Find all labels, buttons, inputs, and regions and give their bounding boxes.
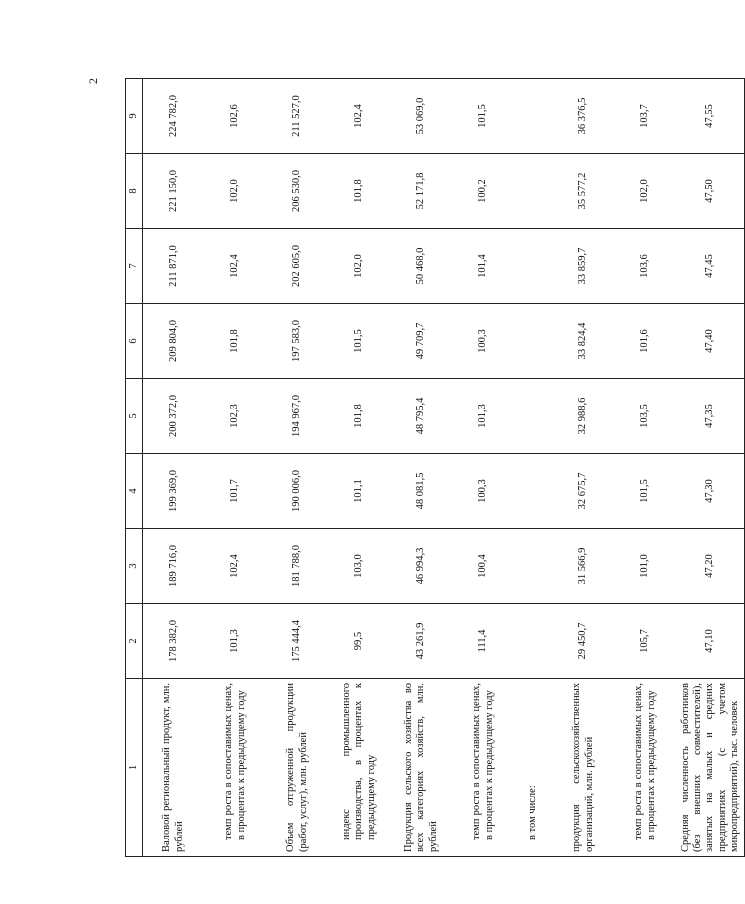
- table-cell: [515, 79, 553, 154]
- table-cell: 47,20: [677, 529, 745, 604]
- row-label: темп роста в сопоставимых ценах, в процентах к предыдущему году: [615, 679, 677, 857]
- column-header: 4: [126, 454, 143, 529]
- column-header: 7: [126, 229, 143, 304]
- row-label: индекс промышленного производства, в процентах к предыдущему году: [329, 679, 391, 857]
- table-cell: 50 468,0: [391, 229, 453, 304]
- table-cell: 202 605,0: [267, 229, 329, 304]
- table-cell: 35 577,2: [553, 154, 615, 229]
- table-cell: [515, 529, 553, 604]
- row-label: Продукция сельского хозяйства во всех категориях хозяйств, млн. рублей: [391, 679, 453, 857]
- row-label: Валовой региональный продукт, млн. рублей: [143, 679, 205, 857]
- column-header: 3: [126, 529, 143, 604]
- table-cell: 29 450,7: [553, 604, 615, 679]
- table-cell: 101,5: [615, 454, 677, 529]
- data-table: [125, 78, 745, 857]
- row-label: темп роста в сопоставимых ценах, в процентах к предыдущему году: [453, 679, 515, 857]
- table-cell: 100,4: [453, 529, 515, 604]
- table-row: [143, 79, 205, 857]
- table-cell: 102,4: [205, 229, 267, 304]
- table-cell: 224 782,0: [143, 79, 205, 154]
- table-cell: 100,2: [453, 154, 515, 229]
- table-cell: 103,6: [615, 229, 677, 304]
- table-row: [267, 79, 329, 857]
- table-cell: 194 967,0: [267, 379, 329, 454]
- table-cell: 102,4: [329, 79, 391, 154]
- table-cell: 31 566,9: [553, 529, 615, 604]
- table-cell: 190 006,0: [267, 454, 329, 529]
- table-cell: 101,5: [453, 79, 515, 154]
- table-row: [453, 79, 515, 857]
- table-cell: 221 150,0: [143, 154, 205, 229]
- table-cell: 199 369,0: [143, 454, 205, 529]
- table-cell: 102,3: [205, 379, 267, 454]
- table-row: [391, 79, 453, 857]
- table-cell: 101,8: [205, 304, 267, 379]
- table-cell: 43 261,9: [391, 604, 453, 679]
- table-cell: 47,45: [677, 229, 745, 304]
- table-cell: [515, 454, 553, 529]
- table-cell: 206 530,0: [267, 154, 329, 229]
- table-cell: 101,3: [453, 379, 515, 454]
- row-label: в том числе:: [515, 679, 553, 857]
- rotated-table-container: [125, 79, 745, 857]
- table-cell: 175 444,4: [267, 604, 329, 679]
- table-cell: 111,4: [453, 604, 515, 679]
- table-cell: 100,3: [453, 304, 515, 379]
- table-cell: 103,7: [615, 79, 677, 154]
- header-row: [126, 79, 143, 857]
- table-cell: 102,0: [615, 154, 677, 229]
- table-cell: 47,40: [677, 304, 745, 379]
- table-cell: 200 372,0: [143, 379, 205, 454]
- table-cell: [515, 304, 553, 379]
- row-label: Средняя численность работников (без внешних совместителей), занятых на малых и средних предприятиях (с учетом микропредприятий), тыс. человек: [677, 679, 745, 857]
- row-label: продукция сельскохозяйственных организаций, млн. рублей: [553, 679, 615, 857]
- table-cell: 102,6: [205, 79, 267, 154]
- table-cell: 101,8: [329, 154, 391, 229]
- table-cell: 48 795,4: [391, 379, 453, 454]
- table-cell: 47,35: [677, 379, 745, 454]
- table-cell: 47,55: [677, 79, 745, 154]
- table-cell: 211 871,0: [143, 229, 205, 304]
- table-cell: 32 988,6: [553, 379, 615, 454]
- page-number: 2: [86, 78, 100, 84]
- table-cell: 46 994,3: [391, 529, 453, 604]
- table-cell: [515, 604, 553, 679]
- table-cell: 101,1: [329, 454, 391, 529]
- column-header: 8: [126, 154, 143, 229]
- table-cell: 47,10: [677, 604, 745, 679]
- table-cell: 101,8: [329, 379, 391, 454]
- table-cell: 52 171,8: [391, 154, 453, 229]
- table-cell: 209 804,0: [143, 304, 205, 379]
- table-cell: 101,0: [615, 529, 677, 604]
- table-cell: 178 382,0: [143, 604, 205, 679]
- table-body: [143, 79, 745, 857]
- table-cell: 99,5: [329, 604, 391, 679]
- table-row: [329, 79, 391, 857]
- table-cell: 102,4: [205, 529, 267, 604]
- table-cell: 101,6: [615, 304, 677, 379]
- table-cell: 102,0: [205, 154, 267, 229]
- table-cell: 100,3: [453, 454, 515, 529]
- table-cell: 36 376,5: [553, 79, 615, 154]
- column-header: 2: [126, 604, 143, 679]
- table-cell: 101,3: [205, 604, 267, 679]
- table-cell: 181 788,0: [267, 529, 329, 604]
- table-row: [677, 79, 745, 857]
- table-row: [553, 79, 615, 857]
- table-cell: 47,50: [677, 154, 745, 229]
- column-header: 9: [126, 79, 143, 154]
- table-cell: 101,7: [205, 454, 267, 529]
- column-header: 6: [126, 304, 143, 379]
- table-cell: 103,0: [329, 529, 391, 604]
- row-label: Объем отгруженной продукции (работ, услуг), млн. рублей: [267, 679, 329, 857]
- table-row: [205, 79, 267, 857]
- table-cell: 47,30: [677, 454, 745, 529]
- table-cell: 189 716,0: [143, 529, 205, 604]
- table-cell: 101,5: [329, 304, 391, 379]
- table-cell: 197 583,0: [267, 304, 329, 379]
- table-cell: [515, 379, 553, 454]
- table-cell: 32 675,7: [553, 454, 615, 529]
- table-cell: 53 069,0: [391, 79, 453, 154]
- row-label: темп роста в сопоставимых ценах, в процентах к предыдущему году: [205, 679, 267, 857]
- table-cell: 33 859,7: [553, 229, 615, 304]
- table-cell: [515, 154, 553, 229]
- table-cell: 102,0: [329, 229, 391, 304]
- table-cell: 49 709,7: [391, 304, 453, 379]
- table-row: [615, 79, 677, 857]
- column-header: 1: [126, 679, 143, 857]
- table-cell: 211 527,0: [267, 79, 329, 154]
- table-cell: 101,4: [453, 229, 515, 304]
- table-cell: 33 824,4: [553, 304, 615, 379]
- table-cell: 48 081,5: [391, 454, 453, 529]
- table-row: [515, 79, 553, 857]
- table-cell: 103,5: [615, 379, 677, 454]
- table-cell: 105,7: [615, 604, 677, 679]
- table-cell: [515, 229, 553, 304]
- column-header: 5: [126, 379, 143, 454]
